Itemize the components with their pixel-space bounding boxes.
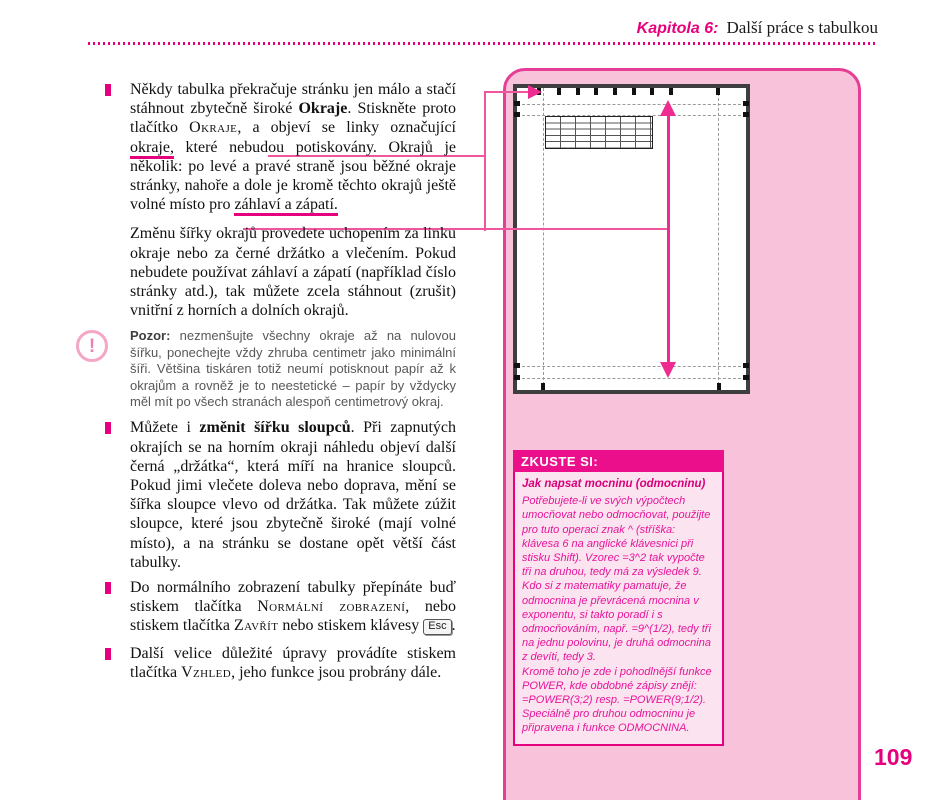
- try-it-paragraph: Kromě toho je zde i pohodlnější funkce POWER, kde obdobné zápisy znějí: =POWER(3;2) resp. =POWER(9;1/2). Speciálně pro druhou odmocninu je připravena i funkce ODMOCNINA.: [522, 665, 712, 735]
- margin-handle-icon[interactable]: [743, 363, 749, 368]
- paragraph-column-width: [88, 418, 456, 572]
- arrow-up-icon: [660, 100, 676, 116]
- column-handle-icon[interactable]: [594, 88, 598, 95]
- try-it-paragraph: Potřebujete-li ve svých výpočtech umocňovat nebo odmocňovat, použijte pro tuto operaci znak ^ (stříška: klávesa 6 na anglické klávesnici při stisku Shift). Vzorec =3^2 tak vypočte tři na druhou, tedy má za výsledek 9.: [522, 495, 711, 579]
- bullet-marker: [105, 422, 111, 434]
- callout-line-okraje: [484, 91, 530, 93]
- arrow-down-icon: [660, 362, 676, 378]
- header-divider: [88, 42, 878, 45]
- print-preview-thumbnail: [513, 84, 750, 394]
- warning-note: [88, 328, 456, 412]
- margin-handle-icon[interactable]: [541, 383, 545, 390]
- margin-handle-icon[interactable]: [743, 112, 749, 117]
- chapter-label: Kapitola 6:: [636, 20, 719, 37]
- try-it-box-title: Jak napsat mocninu (odmocninu): [522, 478, 706, 490]
- page-number: 109: [874, 744, 913, 770]
- try-it-paragraph: Kdo si z matematiky pamatuje, že odmocnina je převrácená mocnina v exponentu, si takto poradí i s odmocňováním, např. =9^(1/2), tedy tři na jednu polovinu, je druhá odmocnina z devíti, tedy 3.: [522, 580, 711, 664]
- column-handle-icon[interactable]: [650, 88, 654, 95]
- column-handle-icon[interactable]: [613, 88, 617, 95]
- margin-handle-icon[interactable]: [514, 101, 520, 106]
- page-height-arrow-line: [667, 112, 670, 364]
- warning-icon: !: [76, 330, 108, 362]
- try-it-box: [513, 450, 724, 746]
- text-column: [88, 80, 456, 682]
- bullet-marker: [105, 582, 111, 594]
- paragraph-normal-view: [88, 578, 456, 636]
- column-handle-icon[interactable]: [576, 88, 580, 95]
- chapter-title: Další práce s tabulkou: [726, 18, 878, 37]
- paragraph-text: Další velice důležité úpravy provádíte stiskem tlačítka Vzhled, jeho funkce jsou probrány dále.: [130, 644, 456, 681]
- paragraph-margin-width: [88, 224, 456, 320]
- paragraph-text: Do normálního zobrazení tabulky přepínáte buď stiskem tlačítka Normální zobrazení, nebo stiskem tlačítka Zavřít nebo stiskem klávesy Esc .: [130, 579, 456, 635]
- margin-handle-icon[interactable]: [717, 383, 721, 390]
- try-it-box-body: [513, 472, 724, 746]
- page-header: [637, 18, 878, 38]
- right-margin-line: [718, 88, 719, 390]
- callout-arrow-right-icon: [528, 85, 542, 99]
- margin-handle-icon[interactable]: [743, 375, 749, 380]
- footer-margin-line: [517, 366, 746, 367]
- column-handle-icon[interactable]: [716, 88, 720, 95]
- margin-handle-icon[interactable]: [743, 101, 749, 106]
- bullet-marker: [105, 648, 111, 660]
- column-handle-icon[interactable]: [632, 88, 636, 95]
- margin-handle-icon[interactable]: [514, 375, 520, 380]
- paragraph-text: Někdy tabulka překračuje stránku jen málo a stačí stáhnout zbytečně široké Okraje. Stiskněte proto tlačítko Okraje, a objeví se linky označující okraje, které nebudou potiskovány. Okrajů je několik: po levé a pravé straně jsou běžné okraje stránky, nahoře a dole je kromě těchto okrajů ještě volné místo pro záhlaví a zápatí.: [130, 81, 456, 216]
- left-margin-line: [543, 88, 544, 390]
- preview-page: [517, 88, 746, 390]
- paragraph-margins: [88, 80, 456, 214]
- margin-handle-icon[interactable]: [514, 112, 520, 117]
- top-margin-line: [517, 104, 746, 105]
- paragraph-text: Změnu šířky okrajů provedete uchopením za linku okraje nebo za černé držátko a vlečením. Pokud nebudete používat záhlaví a zápatí (například číslo stránky atd.), tak můžete zcela stáhnout (zrušit) vnitřní z horních a dolních okrajů.: [130, 225, 456, 320]
- paragraph-text: Můžete i změnit šířku sloupců. Při zapnutých okrajích se na horním okraji náhledu objeví další černá „držátka“, která míří na hranice sloupců. Pokud jimi vlečete doleva nebo doprava, mění se šířka sloupce vlevo od držátka. Tak můžete zúžit sloupce, které jsou zbytečně široké (mají volné místo), a na stránku se dostane opět větší část tabulky.: [130, 419, 456, 571]
- column-handle-icon[interactable]: [557, 88, 561, 95]
- column-handle-icon[interactable]: [669, 88, 673, 95]
- bullet-marker: [105, 84, 111, 96]
- try-it-box-header: ZKUSTE SI:: [513, 450, 724, 472]
- callout-line-okraje: [484, 91, 486, 231]
- paragraph-vzhled: [88, 644, 456, 682]
- margin-handle-icon[interactable]: [514, 363, 520, 368]
- preview-spreadsheet-table: [545, 116, 653, 149]
- bottom-margin-line: [517, 378, 746, 379]
- warning-text: Pozor: nezmenšujte všechny okraje až na nulovou šířku, ponechejte vždy zhruba centimetr jako minimální šíři. Většina tiskáren totiž neumí potisknout papír až k okrajům a rovněž je to neestetické – papír by vždycky měl mít po všech stranách alespoň centimetrový okraj.: [130, 328, 456, 410]
